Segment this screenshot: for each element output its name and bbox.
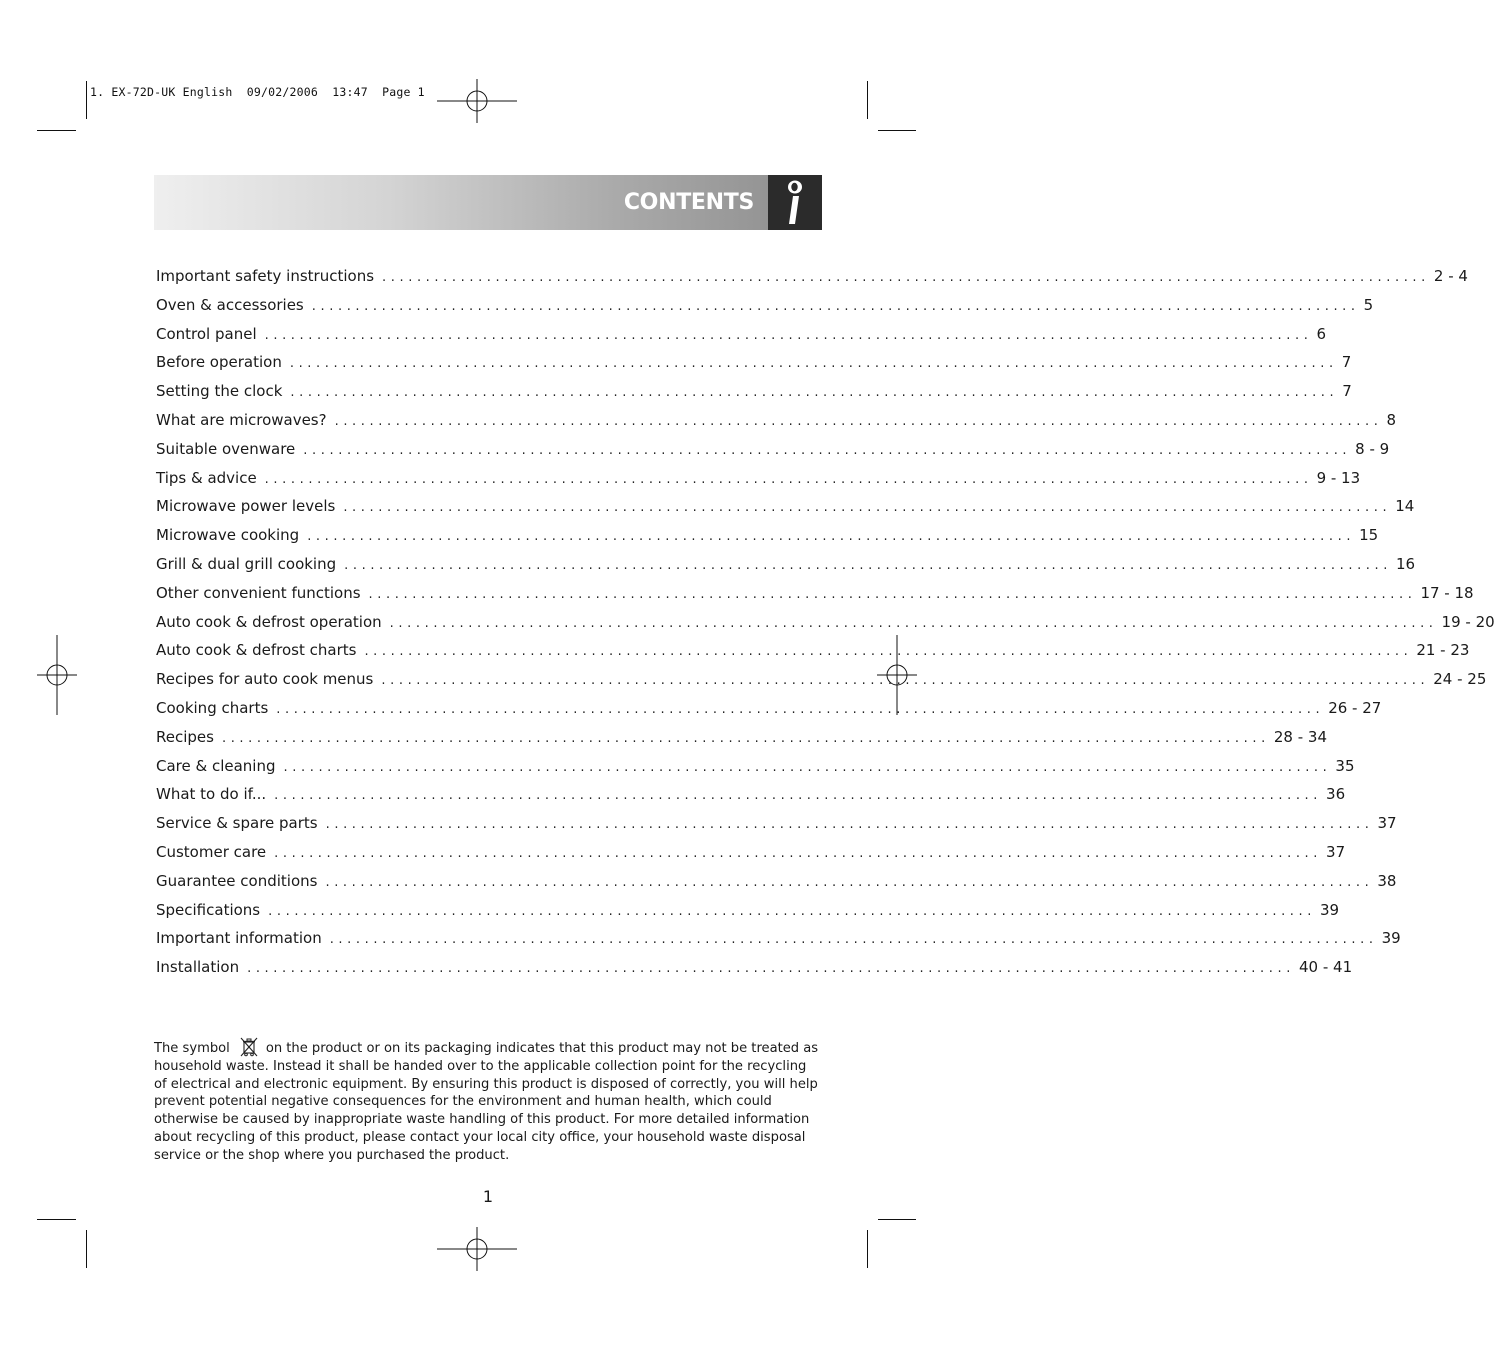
toc-dot-leader: ........................................................................................................................ bbox=[247, 961, 1295, 977]
weee-notice-text: on the product or on its packaging indicates that this product may not be treated as household waste. Instead it shall be handed over to the applicable collection point for the recycling of electrical and electronic equipment. By ensuring this product is disposed of correctly, you will help prevent potential negative consequences for the environment and human health, which could otherwise be caused by inappropriate waste handling of this product. For more detailed information about recycling of this product, please contact your local city office, your household waste disposal service or the shop where you purchased the product. bbox=[154, 1041, 819, 1163]
toc-entry-page: 17 - 18 bbox=[1420, 583, 1474, 602]
toc-entry bbox=[156, 636, 1470, 665]
toc-dot-leader: ........................................................................................................................ bbox=[303, 442, 1352, 458]
toc-dot-leader: ........................................................................................................................ bbox=[311, 298, 1360, 314]
toc-entry bbox=[156, 665, 1487, 694]
toc-entry bbox=[156, 579, 1474, 608]
toc-dot-leader: ........................................................................................................................ bbox=[325, 874, 1374, 890]
toc-dot-leader: ........................................................................................................................ bbox=[264, 327, 1313, 343]
crop-mark-top-right-h bbox=[878, 130, 916, 131]
info-i-icon bbox=[768, 175, 822, 230]
page-number: 1 bbox=[482, 1187, 494, 1206]
toc-entry-page: 16 bbox=[1396, 554, 1416, 573]
crop-mark-bottom-left-v bbox=[86, 1230, 87, 1268]
toc-entry-page: 14 bbox=[1395, 497, 1415, 516]
toc-entry-page: 7 bbox=[1342, 382, 1352, 401]
toc-entry-page: 21 - 23 bbox=[1416, 641, 1470, 660]
toc-entry-title: Oven & accessories bbox=[156, 295, 304, 314]
toc-entry-title: Important safety instructions bbox=[156, 267, 375, 285]
toc-dot-leader: ........................................................................................................................ bbox=[276, 701, 1325, 717]
page-title: CONTENTS bbox=[623, 190, 754, 215]
toc-entry-page: 7 bbox=[1341, 353, 1352, 372]
crop-mark-top-right-v bbox=[867, 81, 868, 119]
toc-entry-title: Grill & dual grill cooking bbox=[156, 554, 337, 573]
toc-dot-leader: ........................................................................................................................ bbox=[283, 759, 1332, 775]
toc-entry bbox=[156, 896, 1340, 925]
toc-dot-leader: ........................................................................................................................ bbox=[381, 673, 1430, 689]
weee-notice bbox=[154, 1037, 822, 1165]
toc-entry bbox=[156, 550, 1416, 579]
toc-entry-title: Important information bbox=[156, 929, 322, 948]
toc-entry-page: 9 - 13 bbox=[1316, 468, 1361, 487]
toc-entry bbox=[156, 608, 1495, 637]
toc-entry-page: 8 - 9 bbox=[1355, 439, 1390, 458]
toc-entry-title: Microwave power levels bbox=[156, 497, 336, 516]
toc-dot-leader: ........................................................................................................................ bbox=[290, 385, 1339, 401]
toc-entry-title: Microwave cooking bbox=[156, 526, 300, 545]
toc-dot-leader: ........................................................................................................................ bbox=[289, 356, 1338, 372]
toc-entry-title: Guarantee conditions bbox=[156, 871, 318, 890]
toc-entry bbox=[156, 694, 1382, 723]
toc-entry bbox=[156, 953, 1353, 982]
toc-dot-leader: ........................................................................................................................ bbox=[368, 586, 1417, 602]
toc-entry bbox=[156, 924, 1401, 953]
toc-dot-leader: ........................................................................................................................ bbox=[274, 845, 1323, 861]
toc-entry-page: 40 - 41 bbox=[1298, 958, 1353, 977]
toc-entry-page: 5 bbox=[1363, 295, 1374, 314]
toc-dot-leader: ........................................................................................................................ bbox=[344, 557, 1393, 573]
info-icon-box bbox=[768, 175, 822, 230]
toc-entry-title: Specifications bbox=[156, 900, 261, 919]
print-slug: 1. EX-72D-UK English 09/02/2006 13:47 Page 1 bbox=[90, 85, 425, 99]
toc-entry-title: Auto cook & defrost charts bbox=[156, 641, 357, 660]
toc-entry bbox=[156, 809, 1397, 838]
toc-dot-leader: ........................................................................................................................ bbox=[389, 615, 1438, 631]
toc-entry bbox=[156, 492, 1415, 521]
toc-entry bbox=[156, 521, 1379, 550]
crop-mark-bottom-right-h bbox=[878, 1219, 916, 1220]
toc-entry bbox=[156, 291, 1374, 320]
crop-mark-top-left-v bbox=[86, 81, 87, 119]
toc-entry bbox=[156, 262, 1468, 291]
toc-dot-leader: ........................................................................................................................ bbox=[274, 788, 1323, 804]
toc-dot-leader: ........................................................................................................................ bbox=[382, 270, 1430, 285]
toc-entry bbox=[156, 867, 1397, 896]
toc-entry-page: 8 bbox=[1386, 410, 1397, 429]
toc-entry-title: What to do if... bbox=[156, 785, 267, 804]
toc-dot-leader: ........................................................................................................................ bbox=[221, 730, 1270, 746]
toc-dot-leader: ........................................................................................................................ bbox=[264, 471, 1313, 487]
toc-entry-page: 6 bbox=[1316, 324, 1327, 343]
toc-dot-leader: ........................................................................................................................ bbox=[364, 644, 1413, 660]
toc-entry bbox=[156, 406, 1397, 435]
registration-mark-bottom-icon bbox=[437, 1209, 517, 1289]
toc-entry bbox=[156, 320, 1327, 349]
toc-entry bbox=[156, 377, 1352, 406]
contents-banner bbox=[154, 175, 822, 230]
toc-entry-title: Suitable ovenware bbox=[156, 439, 296, 458]
toc-entry-page: 2 - 4 bbox=[1433, 267, 1468, 285]
toc-entry bbox=[156, 435, 1390, 464]
toc-dot-leader: ........................................................................................................................ bbox=[268, 903, 1317, 919]
toc-entry bbox=[156, 780, 1346, 809]
toc-entry bbox=[156, 348, 1352, 377]
crossed-out-wheelie-bin-icon bbox=[240, 1037, 258, 1057]
toc-entry bbox=[156, 752, 1355, 781]
toc-dot-leader: ........................................................................................................................ bbox=[343, 500, 1392, 516]
registration-mark-top-icon bbox=[437, 61, 517, 141]
toc-entry-page: 39 bbox=[1320, 900, 1340, 919]
registration-mark-left-icon bbox=[17, 635, 97, 715]
toc-entry-title: Setting the clock bbox=[156, 382, 283, 401]
toc-entry-title: Recipes bbox=[156, 727, 214, 746]
toc-entry-page: 19 - 20 bbox=[1441, 612, 1495, 631]
toc-entry bbox=[156, 464, 1361, 493]
toc-entry-page: 36 bbox=[1326, 785, 1346, 804]
toc-entry-page: 15 bbox=[1359, 526, 1379, 545]
toc-entry-title: Cooking charts bbox=[156, 698, 269, 717]
toc-entry-page: 35 bbox=[1335, 756, 1355, 775]
toc-entry-page: 38 bbox=[1377, 871, 1397, 890]
toc-entry-title: Recipes for auto cook menus bbox=[156, 670, 374, 689]
toc-entry-page: 28 - 34 bbox=[1273, 727, 1327, 746]
crop-mark-bottom-right-v bbox=[867, 1230, 868, 1268]
toc-entry-title: Other convenient functions bbox=[156, 583, 361, 602]
toc-entry-title: Installation bbox=[156, 958, 240, 977]
toc-entry-title: Care & cleaning bbox=[156, 756, 276, 775]
toc-entry-title: Control panel bbox=[156, 324, 257, 343]
toc-entry-title: Tips & advice bbox=[156, 468, 257, 487]
toc-dot-leader: ........................................................................................................................ bbox=[334, 413, 1383, 429]
toc-entry-page: 24 - 25 bbox=[1433, 670, 1487, 689]
toc-entry-title: Customer care bbox=[156, 842, 267, 861]
crop-mark-top-left-h bbox=[37, 130, 76, 131]
toc-entry-page: 26 - 27 bbox=[1328, 698, 1382, 717]
toc-dot-leader: ........................................................................................................................ bbox=[329, 932, 1378, 948]
toc-entry-title: Before operation bbox=[156, 353, 282, 372]
toc-entry-page: 39 bbox=[1381, 929, 1401, 948]
crop-mark-bottom-left-h bbox=[37, 1219, 76, 1220]
toc-entry-page: 37 bbox=[1377, 814, 1397, 833]
toc-entry bbox=[156, 723, 1327, 752]
toc-entry-title: Service & spare parts bbox=[156, 814, 318, 833]
toc-dot-leader: ........................................................................................................................ bbox=[307, 529, 1356, 545]
toc-entry bbox=[156, 838, 1346, 867]
toc-entry-page: 37 bbox=[1326, 842, 1346, 861]
table-of-contents bbox=[156, 262, 1495, 982]
toc-dot-leader: ........................................................................................................................ bbox=[325, 817, 1374, 833]
toc-entry-title: What are microwaves? bbox=[156, 410, 327, 429]
toc-entry-title: Auto cook & defrost operation bbox=[156, 612, 382, 631]
weee-notice-lead: The symbol bbox=[154, 1041, 230, 1056]
